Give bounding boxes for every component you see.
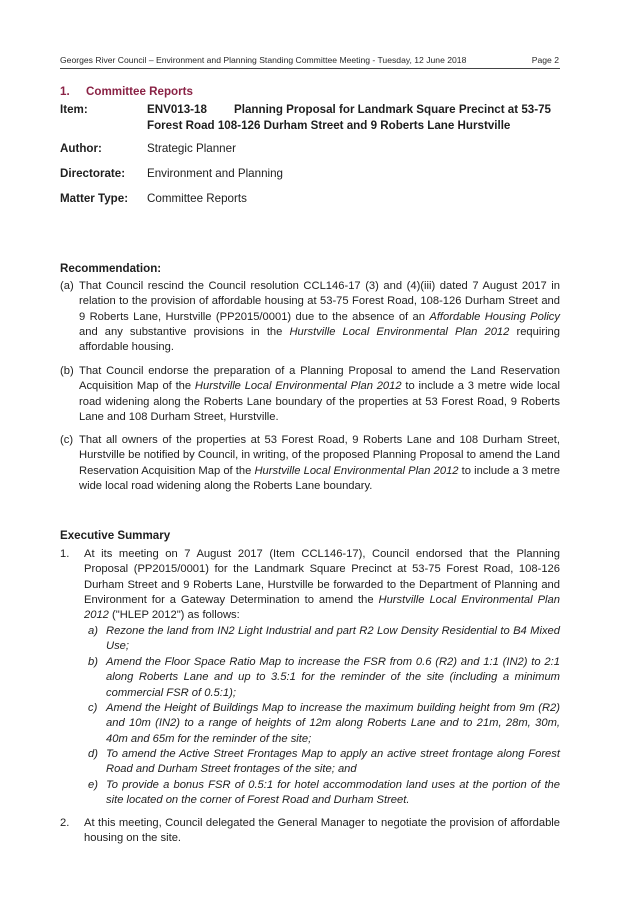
recommendation-b: That Council endorse the preparation of a Planning Proposal to amend the Land Reservation Acquisition Map of the Hurstville Local Environmental Plan 2012 to include a 3 metre wide local road widening along the Roberts Lane boundary of the properties at 53 Forest Road, 9 Roberts Lane and 108 Durham Street, Hurstville. [79, 365, 560, 423]
section-heading [60, 85, 193, 98]
header-page-number: Page 2 [531, 55, 559, 65]
directorate-value: Environment and Planning [147, 167, 283, 180]
section-title: Committee Reports [86, 85, 193, 98]
executive-summary-heading: Executive Summary [60, 529, 171, 542]
summary-paragraph-2: At this meeting, Council delegated the General Manager to negotiate the provision of affordable housing on the site. [84, 817, 560, 845]
recommendation-heading: Recommendation: [60, 262, 162, 275]
item-title-line1: Planning Proposal for Landmark Square Precinct at 53-75 [234, 103, 551, 116]
summary-sub-c-label: c) [88, 702, 98, 714]
summary-sub-e: To provide a bonus FSR of 0.5:1 for hotel accommodation land uses at the portion of the site located on the corner of Forest Road and Durham Street. [106, 779, 560, 807]
page-header [60, 55, 559, 65]
header-rule [60, 68, 560, 69]
summary-sub-d-label: d) [88, 748, 98, 760]
recommendation-a: That Council rescind the Council resolution CCL146-17 (3) and (4)(iii) dated 7 August 2017 in relation to the provision of affordable housing at 53-75 Forest Road, 108-126 Durham Street and 9 Roberts Lane, Hurstville (PP2015/0001) due to the absence of an Affordable Housing Policy and any substantive provisions in the Hurstville Local Environmental Plan 2012 requiring affordable housing. [79, 280, 560, 354]
summary-sub-a: Rezone the land from IN2 Light Industrial and part R2 Low Density Residential to B4 Mixed Use; [106, 625, 560, 653]
summary-sub-a-label: a) [88, 625, 98, 637]
summary-sub-b: Amend the Floor Space Ratio Map to increase the FSR from 0.6 (R2) and 1:1 (IN2) to 2:1 along Roberts Lane and up to 3.5:1 for the reminder of the site (including a minimum commercial FSR of 0.5:1); [106, 656, 560, 699]
recommendation-c: That all owners of the properties at 53 Forest Road, 9 Roberts Lane and 108 Durham Street, Hurstville be notified by Council, in writing, of the proposed Planning Proposal to amend the Land Reservation Acquisition Map of the Hurstville Local Environmental Plan 2012 to include a 3 metre wide local road widening along the Roberts Lane boundary. [79, 434, 560, 492]
recommendation-b-label: (b) [60, 365, 74, 377]
directorate-label: Directorate: [60, 167, 126, 180]
item-title-line2: Forest Road 108-126 Durham Street and 9 Roberts Lane Hurstville [147, 119, 511, 132]
item-label: Item: [60, 103, 88, 116]
summary-sub-d: To amend the Active Street Frontages Map to apply an active street frontage along Forest Road and Durham Street frontages of the site; and [106, 748, 560, 776]
summary-sub-e-label: e) [88, 779, 98, 791]
recommendation-a-label: (a) [60, 280, 74, 292]
section-number: 1. [60, 85, 70, 98]
header-meeting-info: Georges River Council – Environment and Planning Standing Committee Meeting - Tuesday, 12 June 2018 [60, 55, 467, 65]
author-label: Author: [60, 142, 102, 155]
recommendation-c-label: (c) [60, 434, 74, 446]
matter-type-value: Committee Reports [147, 192, 247, 205]
summary-2-number: 2. [60, 817, 70, 829]
author-value: Strategic Planner [147, 142, 236, 155]
summary-1-number: 1. [60, 548, 70, 560]
summary-sub-c: Amend the Height of Buildings Map to increase the maximum building height from 9m (R2) and 10m (IN2) to a range of heights of 12m along Roberts Lane and to 21m, 28m, 30m, 40m and 65m for the reminder of the site; [106, 702, 560, 745]
matter-type-label: Matter Type: [60, 192, 129, 205]
item-id: ENV013-18 [147, 103, 207, 116]
summary-paragraph-1: At its meeting on 7 August 2017 (Item CCL146-17), Council endorsed that the Planning Proposal (PP2015/0001) for the Landmark Square Precinct at 53-75 Forest Road, 108-126 Durham Street and 9 Roberts Lane, Hurstville be forwarded to the Department of Planning and Environment for a Gateway Determination to amend the Hurstville Local Environmental Plan 2012 ("HLEP 2012") as follows: [84, 548, 560, 622]
summary-sub-b-label: b) [88, 656, 98, 668]
